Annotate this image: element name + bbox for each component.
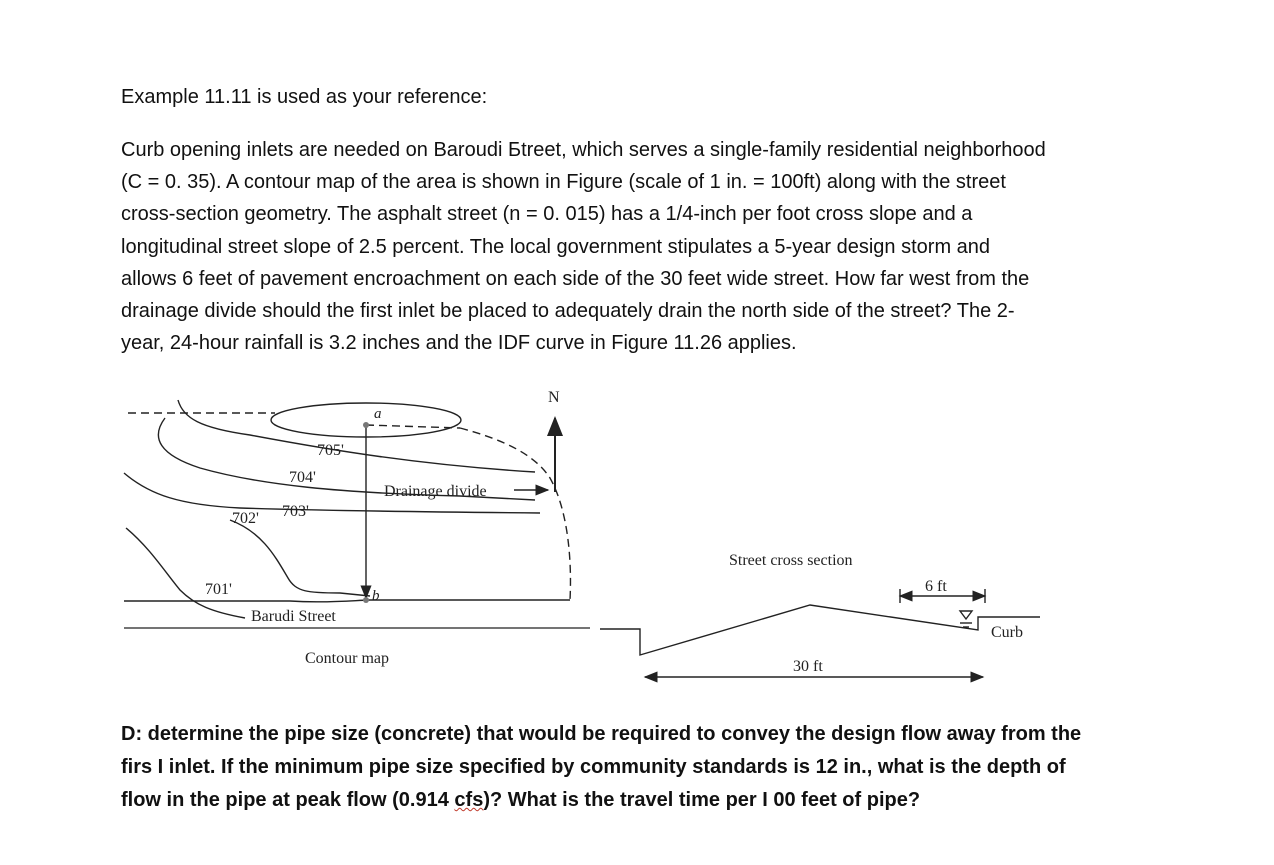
label-704: 704'	[289, 469, 316, 486]
contour-labels	[205, 389, 560, 667]
boundary-dashed-curve	[460, 428, 570, 600]
width-label: 30 ft	[793, 658, 823, 675]
encroachment-label: 6 ft	[925, 578, 947, 595]
problem-line: allows 6 feet of pavement encroachment on each side of the 30 feet wide street. How far west from the	[121, 267, 1030, 290]
label-street: Barudi Street	[251, 608, 336, 625]
label-703: 703'	[282, 503, 309, 520]
cross-section-title: Street cross section	[729, 552, 853, 569]
question-d	[121, 718, 1201, 817]
cross-section-labels	[729, 552, 1023, 675]
problem-line: cross-section geometry. The asphalt street (n = 0. 015) has a 1/4-inch per foot cross slope and a	[121, 203, 973, 226]
question-line-text: flow in the pipe at peak flow (0.914	[121, 789, 455, 811]
street-north-edge	[124, 600, 570, 602]
divide-dashed-line	[366, 425, 460, 428]
point-a-marker	[363, 422, 369, 428]
problem-line: year, 24-hour rainfall is 3.2 inches and the IDF curve in Figure 11.26 applies.	[121, 332, 797, 355]
label-north: N	[548, 389, 560, 406]
problem-line: (C = 0. 35). A contour map of the area is shown in Figure (scale of 1 in. = 100ft) along with the street	[121, 171, 1006, 194]
label-702: 702'	[232, 510, 259, 527]
point-b-marker	[363, 597, 369, 603]
street-profile	[600, 605, 1040, 655]
contour-705	[178, 400, 535, 472]
spellcheck-word: cfs	[454, 789, 484, 811]
contour-map	[124, 400, 590, 628]
problem-line: longitudinal street slope of 2.5 percent. The local government stipulates a 5-year design storm and	[121, 235, 991, 258]
curb-label: Curb	[991, 624, 1023, 641]
question-line	[121, 784, 1201, 817]
problem-line: Curb opening inlets are needed on Baroudi Бtreet, which serves a single-family residential neighborhood	[121, 139, 1046, 161]
label-701: 701'	[205, 581, 232, 598]
water-surface-symbol	[960, 611, 972, 619]
contour-701	[126, 528, 245, 618]
label-point-b: b	[372, 588, 380, 604]
question-line: firs I inlet. If the minimum pipe size specified by community standards is 12 in., what is the depth of	[121, 756, 1066, 778]
heading: Example 11.11 is used as your reference:	[121, 86, 488, 108]
question-line-text: )? What is the travel time per I 00 feet of pipe?	[483, 789, 921, 811]
label-drainage-divide: Drainage divide	[384, 483, 487, 500]
label-point-a: a	[374, 406, 382, 422]
question-line: D: determine the pipe size (concrete) that would be required to convey the design flow away from the	[121, 723, 1082, 745]
contour-702	[230, 520, 370, 596]
label-705: 705'	[317, 442, 344, 459]
problem-line: drainage divide should the first inlet be placed to adequately drain the north side of the street? The 2-	[121, 300, 1015, 323]
contour-map-caption: Contour map	[305, 650, 389, 667]
